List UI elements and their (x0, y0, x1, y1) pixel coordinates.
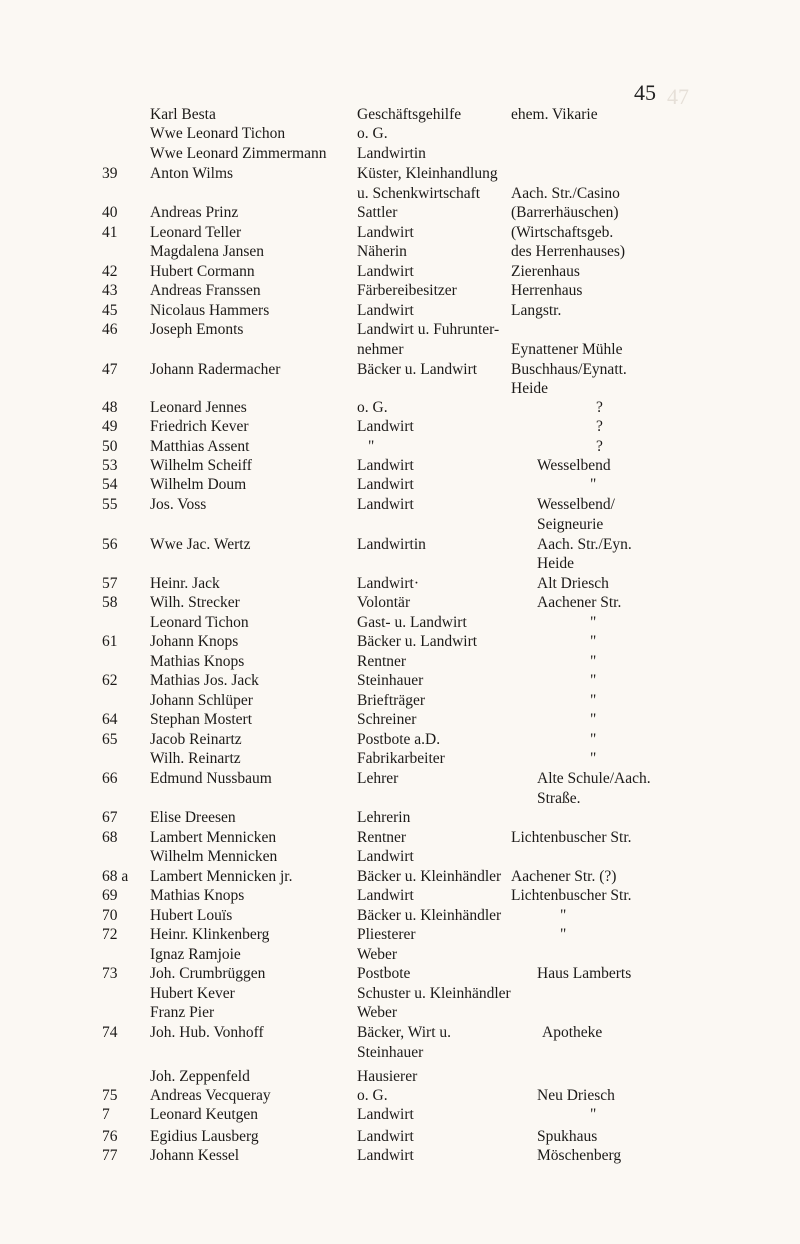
house-number: 47 (102, 361, 118, 378)
table-row (0, 886, 800, 906)
bleed-through-page-number: 47 (667, 84, 689, 109)
table-row (0, 1067, 800, 1087)
location: " (590, 692, 597, 709)
occupation: Landwirt (357, 263, 414, 280)
resident-name: Ignaz Ramjoie (150, 946, 241, 963)
occupation: Bäcker, Wirt u. (357, 1024, 452, 1041)
table-row (0, 437, 800, 457)
occupation: Landwirtin (357, 145, 426, 162)
resident-name: Nicolaus Hammers (150, 302, 270, 319)
location: Möschenberg (537, 1147, 622, 1164)
occupation: Bäcker u. Kleinhändler (357, 907, 502, 924)
resident-name: Heinr. Klinkenberg (150, 926, 270, 943)
resident-name: Joh. Zeppenfeld (150, 1068, 250, 1085)
table-row (0, 417, 800, 437)
table-row (0, 340, 800, 360)
house-number: 64 (102, 711, 118, 728)
location: Wesselbend (537, 457, 611, 474)
resident-name: Andreas Franssen (150, 282, 261, 299)
table-row (0, 456, 800, 476)
table-row (0, 671, 800, 691)
occupation: Landwirt (357, 1106, 414, 1123)
house-number: 62 (102, 672, 118, 689)
house-number: 67 (102, 809, 118, 826)
occupation: Volontär (357, 594, 411, 611)
location: " (560, 907, 567, 924)
house-number: 48 (102, 399, 118, 416)
resident-name: Hubert Cormann (150, 263, 255, 280)
table-row (0, 515, 800, 535)
location: " (590, 653, 597, 670)
occupation: Lehrerin (357, 809, 411, 826)
resident-name: Leonard Keutgen (150, 1106, 259, 1123)
occupation: nehmer (357, 341, 404, 358)
occupation: Färbereibesitzer (357, 282, 457, 299)
house-number: 77 (102, 1147, 118, 1164)
resident-name: Mathias Jos. Jack (150, 672, 259, 689)
occupation: Fabrikarbeiter (357, 750, 445, 767)
location: Aach. Str./Casino (511, 185, 620, 202)
resident-name: Leonard Jennes (150, 399, 247, 416)
house-number: 68 (102, 829, 118, 846)
location: " (560, 926, 567, 943)
location: Alt Driesch (537, 575, 609, 592)
resident-name: Leonard Teller (150, 224, 242, 241)
resident-name: Franz Pier (150, 1004, 215, 1021)
house-number: 50 (102, 438, 118, 455)
occupation: Schreiner (357, 711, 417, 728)
house-number: 65 (102, 731, 118, 748)
occupation: o. G. (357, 125, 388, 142)
location: Haus Lamberts (537, 965, 632, 982)
table-row (0, 906, 800, 926)
location: Lichtenbuscher Str. (511, 829, 632, 846)
location: Straße. (537, 790, 581, 807)
table-row (0, 749, 800, 769)
table-row (0, 495, 800, 515)
resident-name: Elise Dreesen (150, 809, 236, 826)
resident-name: Friedrich Kever (150, 418, 249, 435)
house-number: 40 (102, 204, 118, 221)
location: Spukhaus (537, 1128, 598, 1145)
house-number: 39 (102, 165, 118, 182)
occupation: Bäcker u. Kleinhändler (357, 868, 502, 885)
table-row (0, 1043, 800, 1063)
location: Apotheke (542, 1024, 603, 1041)
resident-name: Hubert Louïs (150, 907, 233, 924)
location: " (590, 1106, 597, 1123)
occupation: Landwirt (357, 496, 414, 513)
occupation: Bäcker u. Landwirt (357, 633, 478, 650)
table-row (0, 613, 800, 633)
house-number: 70 (102, 907, 118, 924)
occupation: Landwirt (357, 1147, 414, 1164)
location: " (590, 750, 597, 767)
occupation: Landwirt (357, 224, 414, 241)
resident-name: Jos. Voss (150, 496, 207, 513)
occupation: o. G. (357, 1087, 388, 1104)
table-row (0, 652, 800, 672)
occupation: Pliesterer (357, 926, 416, 943)
house-number: 58 (102, 594, 118, 611)
occupation: Landwirt (357, 1128, 414, 1145)
table-row (0, 1023, 800, 1043)
occupation: Landwirt (357, 457, 414, 474)
location: (Barrerhäuschen) (511, 204, 619, 221)
resident-name: Edmund Nussbaum (150, 770, 272, 787)
table-row (0, 828, 800, 848)
table-row (0, 242, 800, 262)
resident-name: Egidius Lausberg (150, 1128, 259, 1145)
resident-name: Anton Wilms (150, 165, 234, 182)
occupation: " (368, 438, 375, 455)
resident-name: Heinr. Jack (150, 575, 220, 592)
location: ? (596, 418, 603, 435)
resident-name: Leonard Tichon (150, 614, 249, 631)
table-row (0, 124, 800, 144)
resident-name: Andreas Prinz (150, 204, 239, 221)
house-number: 56 (102, 536, 118, 553)
resident-name: Wilh. Strecker (150, 594, 240, 611)
occupation: Steinhauer (357, 672, 424, 689)
resident-name: Wilhelm Mennicken (150, 848, 278, 865)
occupation: Postbote a.D. (357, 731, 441, 748)
table-row (0, 281, 800, 301)
table-row (0, 164, 800, 184)
table-row (0, 105, 800, 125)
table-row (0, 632, 800, 652)
resident-name: Johann Kessel (150, 1147, 240, 1164)
location: Wesselbend/ (537, 496, 615, 513)
house-number: 76 (102, 1128, 118, 1145)
occupation: Landwirt· (357, 575, 419, 592)
location: " (590, 614, 597, 631)
location: Lichtenbuscher Str. (511, 887, 632, 904)
occupation: Steinhauer (357, 1044, 424, 1061)
location: Herrenhaus (511, 282, 583, 299)
page-number: 45 (634, 80, 656, 105)
table-row (0, 535, 800, 555)
resident-name: Mathias Knops (150, 653, 245, 670)
location: Eynattener Mühle (511, 341, 623, 358)
table-row (0, 1146, 800, 1166)
house-number: 41 (102, 224, 118, 241)
location: " (590, 476, 597, 493)
table-row (0, 379, 800, 399)
location: " (590, 711, 597, 728)
resident-name: Andreas Vecqueray (150, 1087, 271, 1104)
house-number: 73 (102, 965, 118, 982)
occupation: Bäcker u. Landwirt (357, 361, 478, 378)
house-number: 66 (102, 770, 118, 787)
occupation: Landwirt (357, 418, 414, 435)
table-row (0, 223, 800, 243)
table-row (0, 398, 800, 418)
location: Aach. Str./Eyn. (537, 536, 632, 553)
table-row (0, 867, 800, 887)
resident-name: Wilhelm Doum (150, 476, 247, 493)
house-number: 69 (102, 887, 118, 904)
table-row (0, 730, 800, 750)
table-row (0, 789, 800, 809)
location: " (590, 731, 597, 748)
table-row (0, 203, 800, 223)
table-row (0, 320, 800, 340)
house-number: 72 (102, 926, 118, 943)
occupation: u. Schenkwirtschaft (357, 185, 481, 202)
house-number: 54 (102, 476, 118, 493)
house-number: 75 (102, 1087, 118, 1104)
occupation: Sattler (357, 204, 398, 221)
house-number: 43 (102, 282, 118, 299)
occupation: Landwirtin (357, 536, 426, 553)
table-row (0, 1105, 800, 1125)
resident-name: Mathias Knops (150, 887, 245, 904)
location: Buschhaus/Eynatt. (511, 361, 627, 378)
house-number: 42 (102, 263, 118, 280)
occupation: Briefträger (357, 692, 425, 709)
table-row (0, 925, 800, 945)
location: Seigneurie (537, 516, 604, 533)
table-row (0, 945, 800, 965)
location: ? (596, 399, 603, 416)
location: " (590, 672, 597, 689)
table-row (0, 554, 800, 574)
house-number: 49 (102, 418, 118, 435)
resident-name: Joh. Crumbrüggen (150, 965, 266, 982)
location: Alte Schule/Aach. (537, 770, 651, 787)
table-row (0, 144, 800, 164)
location: ehem. Vikarie (511, 106, 598, 123)
location: ? (596, 438, 603, 455)
occupation: Gast- u. Landwirt (357, 614, 467, 631)
location: " (590, 633, 597, 650)
table-row (0, 984, 800, 1004)
occupation: Rentner (357, 653, 407, 670)
house-number: 68 a (102, 868, 129, 885)
location: Heide (537, 555, 575, 572)
occupation: Landwirt (357, 302, 414, 319)
house-number: 57 (102, 575, 118, 592)
occupation: Landwirt (357, 887, 414, 904)
occupation: Landwirt u. Fuhrunter- (357, 321, 500, 338)
occupation: Landwirt (357, 848, 414, 865)
table-row (0, 964, 800, 984)
table-row (0, 574, 800, 594)
resident-name: Matthias Assent (150, 438, 250, 455)
table-row (0, 769, 800, 789)
resident-name: Johann Knops (150, 633, 239, 650)
occupation: Näherin (357, 243, 407, 260)
resident-name: Wwe Jac. Wertz (150, 536, 251, 553)
table-row (0, 1086, 800, 1106)
occupation: Küster, Kleinhandlung (357, 165, 498, 182)
resident-name: Magdalena Jansen (150, 243, 265, 260)
resident-name: Joseph Emonts (150, 321, 244, 338)
resident-name: Lambert Mennicken jr. (150, 868, 293, 885)
occupation: Geschäftsgehilfe (357, 106, 462, 123)
location: Heide (511, 380, 549, 397)
occupation: Lehrer (357, 770, 399, 787)
occupation: Schuster u. Kleinhändler (357, 985, 511, 1002)
occupation: Rentner (357, 829, 407, 846)
location: Aachener Str. (537, 594, 622, 611)
table-row (0, 1127, 800, 1147)
resident-name: Karl Besta (150, 106, 216, 123)
house-number: 45 (102, 302, 118, 319)
table-row (0, 184, 800, 204)
resident-name: Wilhelm Scheiff (150, 457, 252, 474)
occupation: Weber (357, 1004, 398, 1021)
occupation: o. G. (357, 399, 388, 416)
table-row (0, 475, 800, 495)
location: Aachener Str. (?) (511, 868, 617, 885)
resident-name: Johann Radermacher (150, 361, 281, 378)
resident-name: Lambert Mennicken (150, 829, 277, 846)
table-row (0, 710, 800, 730)
resident-name: Hubert Kever (150, 985, 235, 1002)
resident-name: Joh. Hub. Vonhoff (150, 1024, 264, 1041)
resident-name: Jacob Reinartz (150, 731, 242, 748)
occupation: Landwirt (357, 476, 414, 493)
resident-name: Wwe Leonard Zimmermann (150, 145, 327, 162)
table-row (0, 593, 800, 613)
house-number: 55 (102, 496, 118, 513)
house-number: 61 (102, 633, 118, 650)
location: Langstr. (511, 302, 562, 319)
table-row (0, 691, 800, 711)
location: Zierenhaus (511, 263, 580, 280)
house-number: 7 (102, 1106, 110, 1123)
house-number: 46 (102, 321, 118, 338)
location: (Wirtschaftsgeb. (511, 224, 614, 241)
location: des Herrenhauses) (511, 243, 626, 260)
occupation: Weber (357, 946, 398, 963)
table-row (0, 808, 800, 828)
occupation: Postbote (357, 965, 411, 982)
table-row (0, 262, 800, 282)
resident-name: Wilh. Reinartz (150, 750, 241, 767)
resident-name: Johann Schlüper (150, 692, 253, 709)
occupation: Hausierer (357, 1068, 418, 1085)
house-number: 74 (102, 1024, 118, 1041)
table-row (0, 360, 800, 380)
house-number: 53 (102, 457, 118, 474)
location: Neu Driesch (537, 1087, 615, 1104)
resident-name: Stephan Mostert (150, 711, 253, 728)
table-row (0, 1003, 800, 1023)
table-row (0, 847, 800, 867)
table-row (0, 301, 800, 321)
resident-name: Wwe Leonard Tichon (150, 125, 286, 142)
